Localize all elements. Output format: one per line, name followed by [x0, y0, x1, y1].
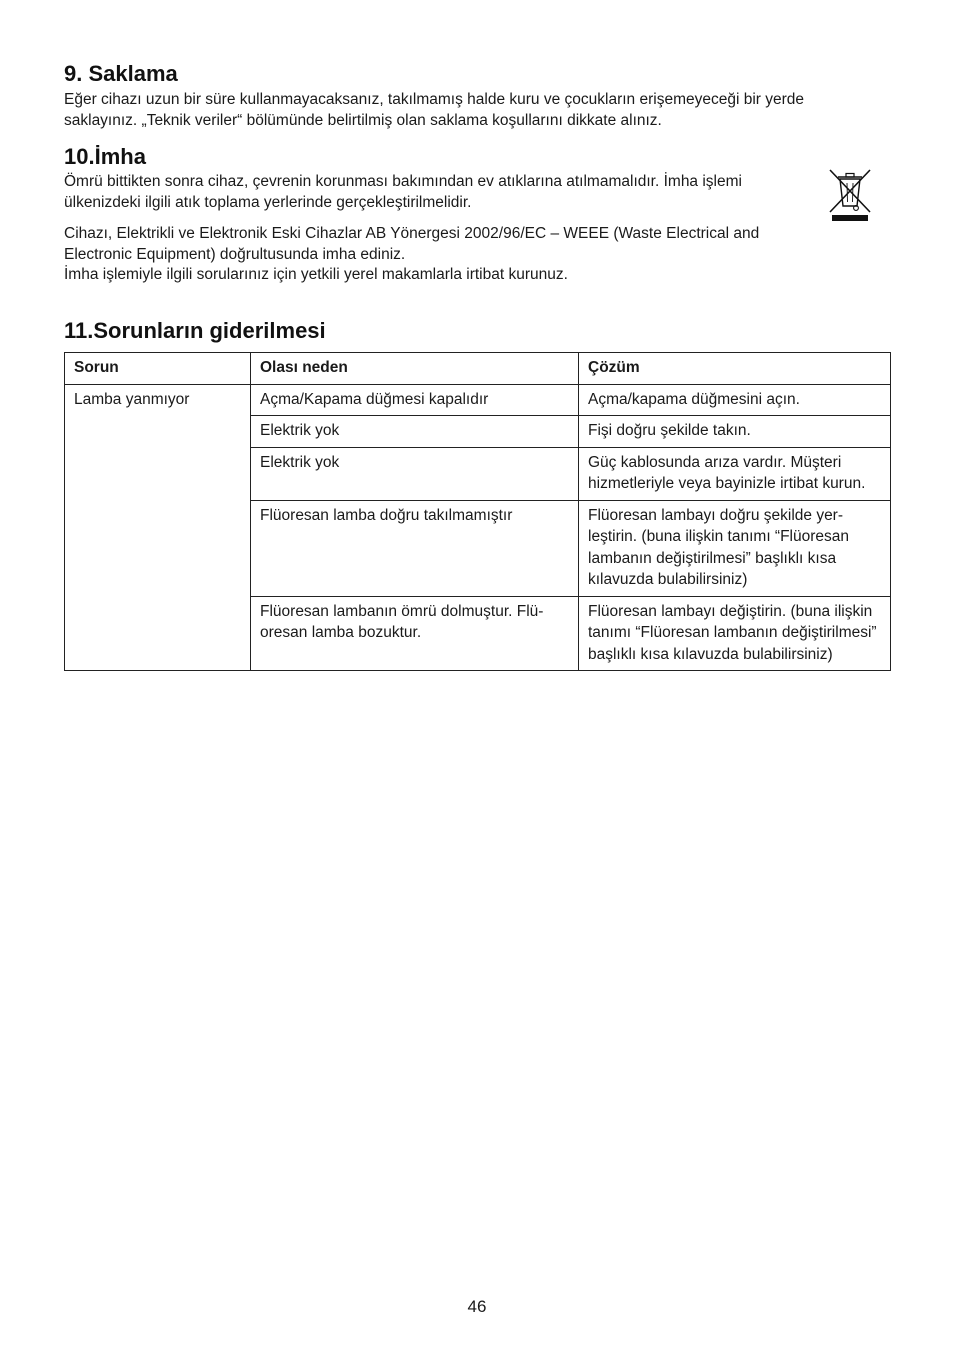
section-10-paragraph-1: Ömrü bittikten sonra cihaz, çevrenin korunması bakımından ev atıklarına atılmamalıdır. İmha işlemi ülkenizdeki ilgili atık toplama yerlerinde gerçekleştirilmelidir. — [64, 173, 742, 211]
section-11-title: 11.Sorunların giderilmesi — [64, 318, 326, 343]
solution-cell: Güç kablosunda arıza vardır. Müşteri hizmetleriyle veya bayinizle irtibat kurun. — [579, 447, 891, 500]
solution-cell: Flüoresan lambayı doğru şekilde yer-leştirin. (buna ilişkin tanımı “Flüoresan lambanın değiştirilmesi” başlıklı kısa kılavuzda bulabilirsiniz) — [579, 500, 891, 596]
header-solution: Çözüm — [579, 353, 891, 385]
table-row — [65, 384, 891, 416]
header-cause: Olası neden — [251, 353, 579, 385]
solution-cell: Açma/kapama düğmesini açın. — [579, 384, 891, 416]
section-10-paragraph-2 — [64, 224, 784, 286]
cause-cell: Açma/Kapama düğmesi kapalıdır — [251, 384, 579, 416]
solution-cell: Fişi doğru şekilde takın. — [579, 416, 891, 448]
solution-cell: Flüoresan lambayı değiştirin. (buna ilişkin tanımı “Flüoresan lambanın değiştirilmesi” başlıklı kısa kılavuzda bulabilirsiniz) — [579, 596, 891, 671]
section-10-contact-text: İmha işlemiyle ilgili sorularınız için yetkili yerel makamlarla irtibat kurunuz. — [64, 266, 568, 283]
page-number: 46 — [467, 1297, 487, 1316]
section-10-title: 10.İmha — [64, 144, 146, 169]
troubleshooting-table — [64, 352, 891, 671]
cause-cell: Flüoresan lamba doğru takılmamıştır — [251, 500, 579, 596]
header-problem: Sorun — [65, 353, 251, 385]
crossed-out-wheelie-bin-icon — [828, 166, 872, 222]
section-9-title: 9. Saklama — [64, 61, 178, 86]
section-9-text: Eğer cihazı uzun bir süre kullanmayacaksanız, takılmamış halde kuru ve çocukların erişemeyeceği bir yerde saklayınız. „Teknik veriler“ bölümünde belirtilmiş olan saklama koşullarını dikkate alınız. — [64, 91, 805, 129]
cause-cell: Flüoresan lambanın ömrü dolmuştur. Flü-oresan lamba bozuktur. — [251, 596, 579, 671]
cause-cell: Elektrik yok — [251, 447, 579, 500]
cause-cell: Elektrik yok — [251, 416, 579, 448]
table-header-row — [65, 353, 891, 385]
section-10-directive-text: Cihazı, Elektrikli ve Elektronik Eski Cihazlar AB Yönergesi 2002/96/EC – WEEE (Waste Electrical and Electronic Equipment) doğrultusunda imha ediniz. — [64, 225, 760, 263]
problem-cell: Lamba yanmıyor — [65, 384, 251, 671]
